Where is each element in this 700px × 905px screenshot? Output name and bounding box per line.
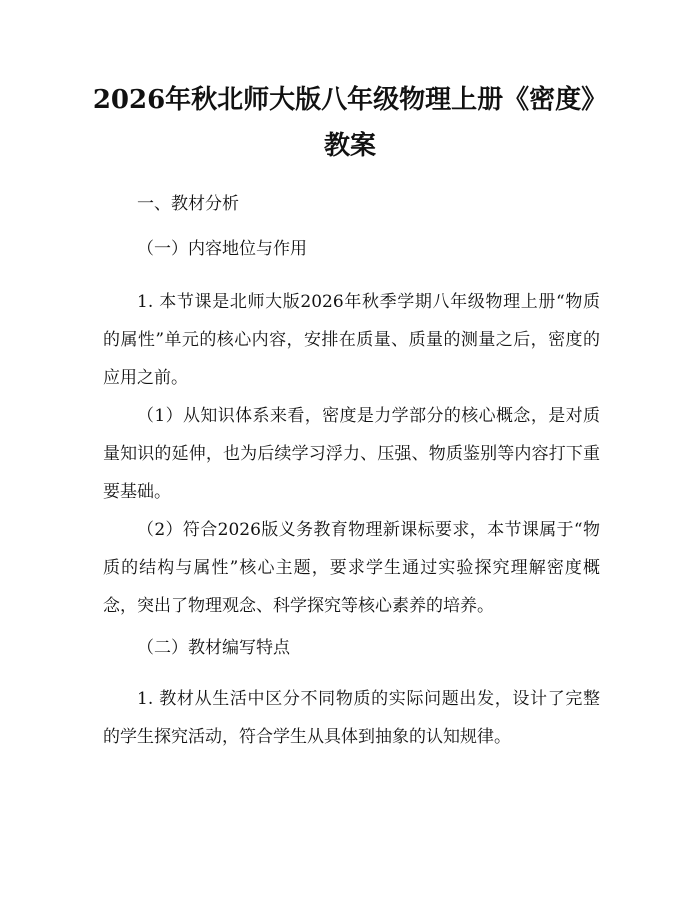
paragraph-4: 1. 教材从生活中区分不同物质的实际问题出发，设计了完整的学生探究活动，符合学生从具体到抽象的认知规律。 xyxy=(103,689,600,747)
subsection-heading-writing-features: （二）教材编写特点 xyxy=(137,638,290,658)
document-title-line-1: 2026年秋北师大版八年级物理上册《密度》 xyxy=(92,85,608,115)
paragraph-3: （2）符合2026版义务教育物理新课标要求，本节课属于“物质的结构与属性”核心主题，要求学生通过实验探究理解密度概念，突出了物理观念、科学探究等核心素养的培养。 xyxy=(103,520,600,616)
paragraph-1: 1. 本节课是北师大版2026年秋季学期八年级物理上册“物质的属性”单元的核心内容，安排在质量、质量的测量之后，密度的应用之前。 xyxy=(103,292,600,388)
paragraph-2: （1）从知识体系来看，密度是力学部分的核心概念，是对质量知识的延伸，也为后续学习浮力、压强、物质鉴别等内容打下重要基础。 xyxy=(103,406,600,502)
subsection-heading-content-position: （一）内容地位与作用 xyxy=(137,239,307,259)
document-title-line-2: 教案 xyxy=(323,131,376,161)
section-heading-teaching-material-analysis: 一、教材分析 xyxy=(137,194,239,214)
